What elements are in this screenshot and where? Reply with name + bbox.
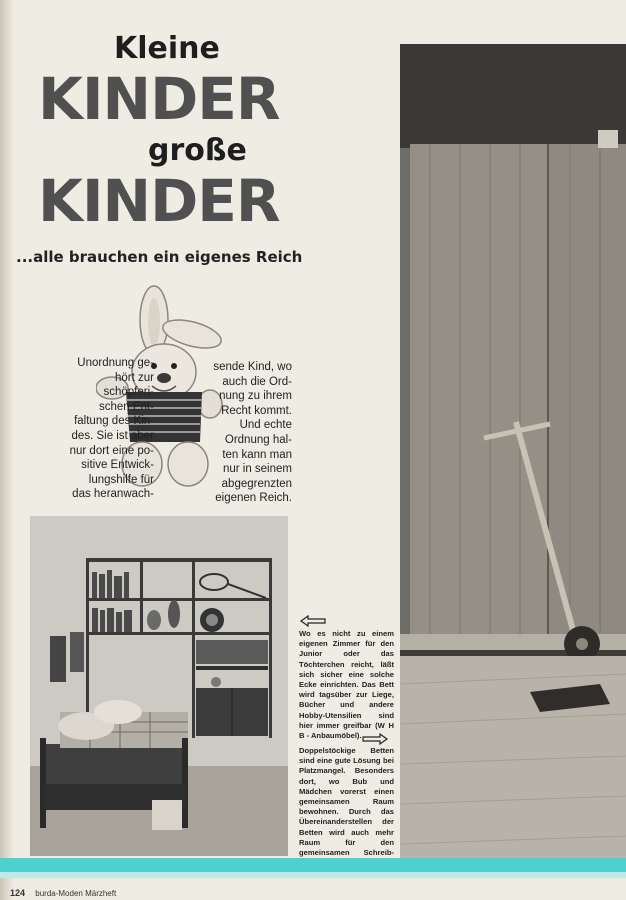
body-right-line: eigenen Reich. [215, 492, 292, 505]
caption-room-corner: Wo es nicht zu einem eigenen Zimmer für den Junior oder das Töchterchen reicht, läßt sich sicher eine solche Ecke einrichten. Das Bett wird tagsüber zur Liege, Bücher und andere Hobby-Utensilien sind hier immer greifbar (W H B - Anbaumöbel). [299, 629, 394, 741]
body-right-line: auch die Ord- [222, 375, 292, 388]
body-left-line: schöpferi- [103, 386, 154, 399]
body-right-line: nur in seinem [222, 463, 292, 476]
bunk-bed-photo [400, 44, 626, 866]
footer-stripe-light [0, 872, 626, 878]
arrow-left-icon [300, 615, 326, 627]
body-left-line: hört zur [115, 371, 154, 384]
headline-line-4: KINDER [38, 167, 280, 235]
body-text-right [196, 360, 292, 506]
arrow-right-icon [362, 733, 388, 745]
footer-stripe-teal [0, 858, 626, 872]
headline-line-1: Kleine [114, 31, 220, 66]
page-edge-shadow [0, 0, 14, 900]
publication-name: burda-Moden Märzheft [35, 889, 117, 898]
room-photo [30, 516, 288, 856]
body-right-line: abgegrenzten [221, 477, 292, 490]
body-left-line: faltung des Kin- [74, 415, 154, 428]
page-number: 124 [10, 888, 26, 898]
headline-line-3: große [148, 133, 247, 168]
body-left-line: lungshilfe für [88, 473, 154, 486]
page-footer [10, 888, 116, 898]
body-right-line: Ordnung hal- [224, 433, 292, 446]
body-text-left [58, 356, 154, 502]
body-left-line: das heranwach- [72, 488, 154, 501]
body-right-line: sende Kind, wo [213, 361, 292, 373]
body-left-line: sitive Entwick- [81, 459, 154, 472]
caption-bunk-beds: Doppelstöckige Betten sind eine gute Lösung bei Platzmangel. Besonders dort, wo Bub und Mädchen vorerst einen gemeinsamen Raum bewohnen. Durch das Übereinanderstellen der Betten wird auch mehr Raum für den gemeinsamen Schreib- [299, 746, 394, 858]
body-right-line: Recht kommt. [221, 404, 292, 417]
body-right-line: Und echte [239, 419, 292, 432]
body-left-line: schen Ent- [99, 400, 154, 413]
body-left-line: Unordnung ge- [77, 357, 154, 369]
body-right-line: nung zu ihrem [219, 390, 292, 403]
headline-line-2: KINDER [38, 65, 280, 133]
subtitle: ...alle brauchen ein eigenes Reich [16, 248, 303, 266]
body-left-line: nur dort eine po- [69, 444, 154, 457]
body-left-line: des. Sie ist aber [71, 429, 154, 442]
body-right-line: ten kann man [222, 448, 292, 461]
